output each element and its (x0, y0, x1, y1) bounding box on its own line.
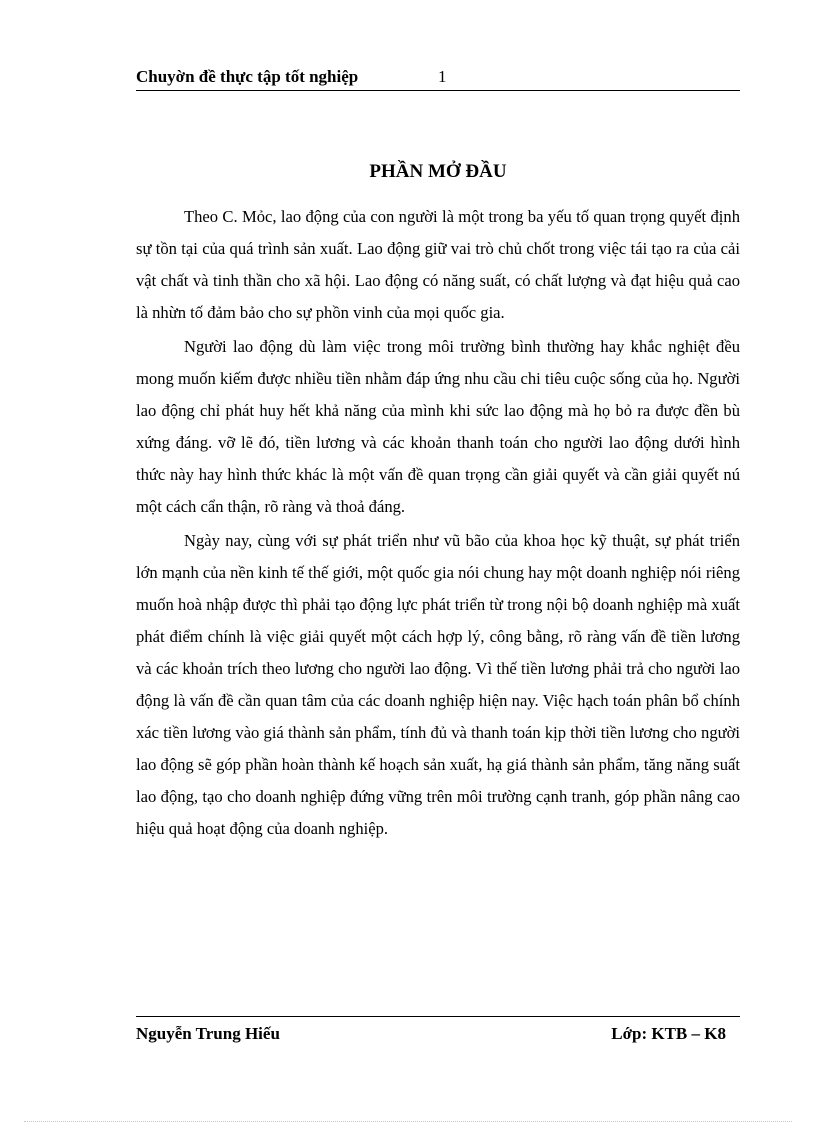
page-footer (136, 1016, 740, 1045)
author-name: Nguyễn Trung Hiếu (136, 1024, 280, 1043)
section-title: PHẦN MỞ ĐẦU (369, 161, 507, 182)
paragraph-1: Theo C. Mỏc, lao động của con người là một trong ba yếu tố quan trọng quyết định sự tồn tại của quá trình sản xuất. Lao động giữ vai trò chủ chốt trong việc tái tạo ra của cải vật chất và tinh thần cho xã hội. Lao động có năng suất, có chất lượng và đạt hiệu quả cao là nhừn tố đảm bảo cho sự phồn vinh của mọi quốc gia. (136, 207, 740, 322)
body-text (136, 201, 740, 845)
paragraph-3: Ngày nay, cùng với sự phát triển như vũ bão của khoa học kỹ thuật, sự phát triển lớn mạnh của nền kinh tế thế giới, một quốc gia nói chung hay một doanh nghiệp nói riêng muốn hoà nhập được thì phải tạo động lực phát triển từ trong nội bộ doanh nghiệp mà xuất phát điểm chính là việc giải quyết một cách hợp lý, công bằng, rõ ràng vấn đề tiền lương và các khoản trích theo lương cho người lao động. Vì thế tiền lương phải trả cho người lao động là vấn đề cần quan tâm của các doanh nghiệp hiện nay. Việc hạch toán phân bổ chính xác tiền lương vào giá thành sản phẩm, tính đủ và thanh toán kịp thời tiền lương cho người lao động sẽ góp phần hoàn thành kế hoạch sản xuất, hạ giá thành sản phẩm, tăng năng suất lao động, tạo cho doanh nghiệp đứng vững trên môi trường cạnh tranh, góp phần nâng cao hiệu quả hoạt động của doanh nghiệp. (136, 531, 740, 838)
page-header (136, 66, 740, 91)
document-title: Chuyờn đề thực tập tốt nghiệp (136, 67, 359, 86)
page-bottom-divider (24, 1121, 792, 1122)
paragraph-2: Người lao động dù làm việc trong môi trường bình thường hay khắc nghiệt đều mong muốn kiếm được nhiều tiền nhằm đáp ứng nhu cầu chi tiêu cuộc sống của họ. Người lao động chỉ phát huy hết khả năng của mình khi sức lao động mà họ bỏ ra được đền bù xứng đáng. vỡ lẽ đó, tiền lương và các khoản thanh toán cho người lao động dưới hình thức này hay hình thức khác là một vấn đề quan trọng cần giải quyết và cần giải quyết nú một cách cẩn thận, rõ ràng và thoả đáng. (136, 337, 740, 516)
page-number: 1 (438, 67, 447, 86)
class-label: Lớp: KTB – K8 (611, 1024, 726, 1043)
